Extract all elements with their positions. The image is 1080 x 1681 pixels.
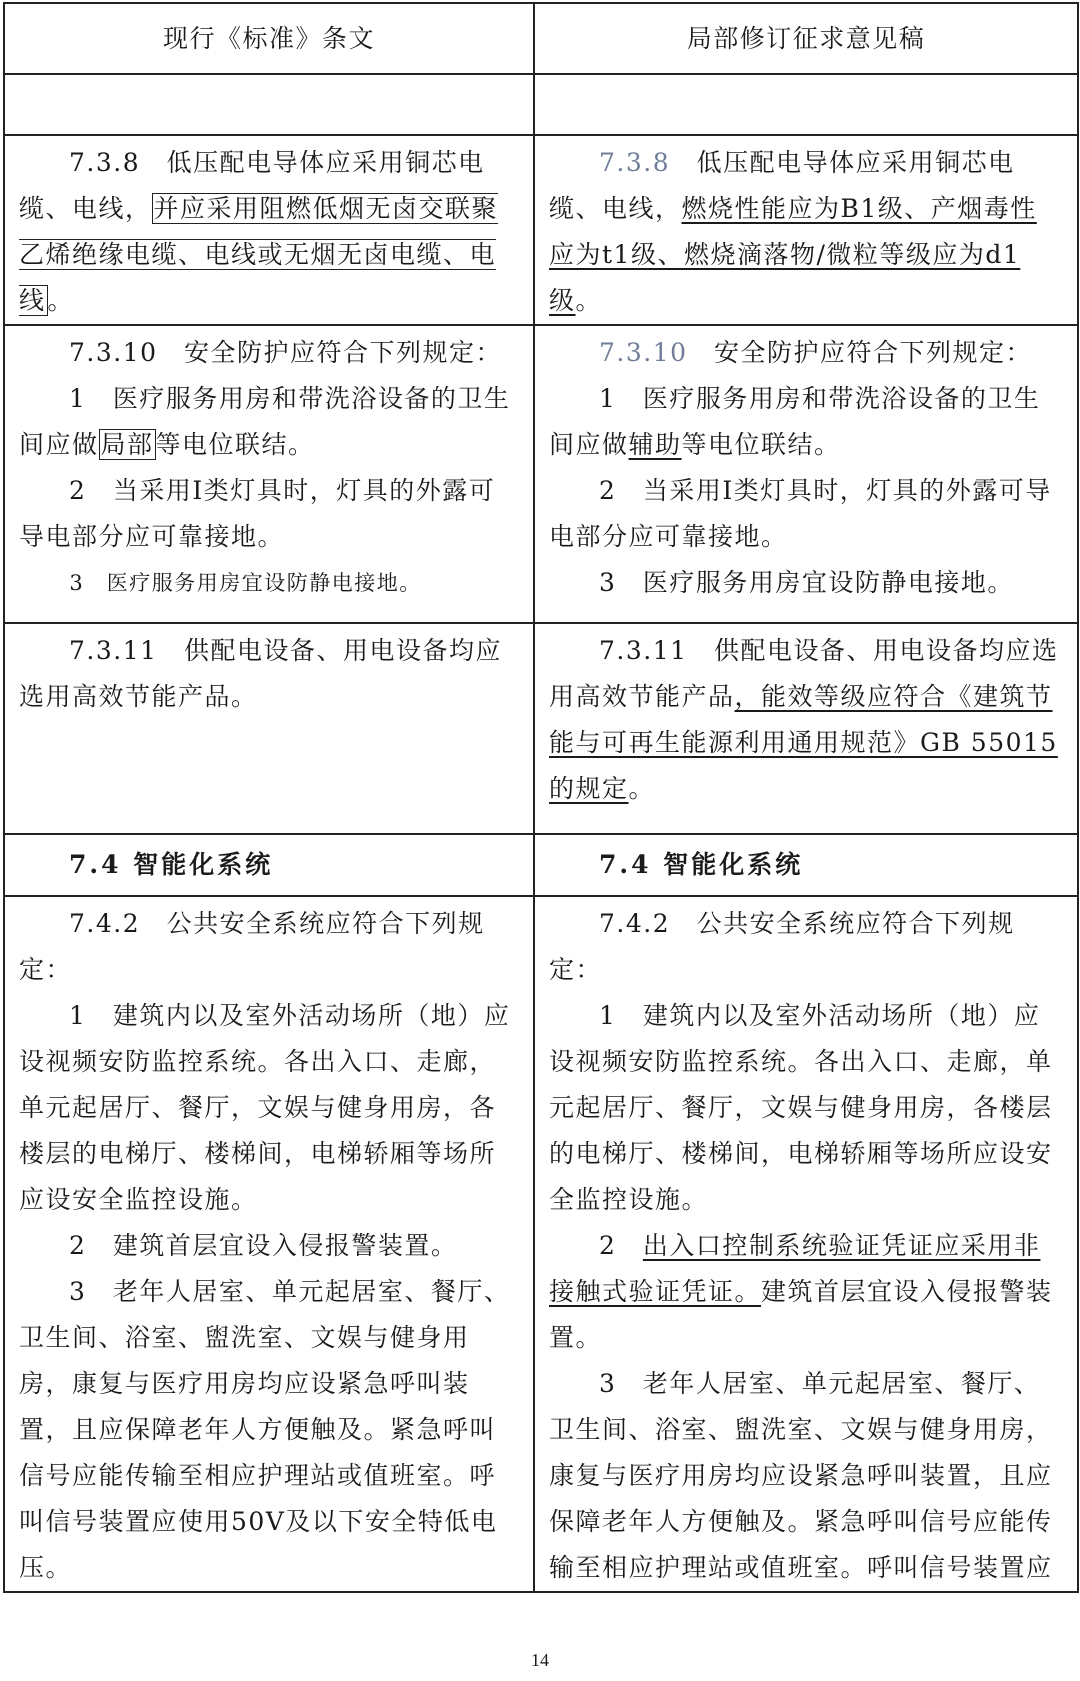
clause-7-4-2-row [4,896,1078,1592]
clause-text: 7.3.11 供配电设备、用电设备均应选用高效节能产品。 [19,636,503,711]
clause-title [549,330,1063,376]
clause-number: 7.3.10 [69,338,158,367]
section-heading-revised [534,834,1078,896]
underlined-added-text: 燃烧性能应为B1级、产烟毒性应为t1级、燃烧滴落物/微粒等级应为d1级 [549,194,1037,315]
clause-text [549,628,1063,812]
section-title: 7.4 智能化系统 [69,850,274,879]
underlined-added-text: 辅助 [628,430,682,459]
item-text: 建筑首层宜设入侵报警装置。 [549,1277,1053,1352]
empty-cell-left [4,74,534,135]
clause-7-4-2-current [4,896,534,1592]
underlined-added-text: 出入口控制系统验证凭证应采用非接触式验证凭证。 [549,1231,1041,1306]
item-1 [549,376,1063,468]
clause-7-3-10-current [4,325,534,623]
item-2 [549,1223,1063,1361]
clause-end: 。 [575,286,603,315]
clause-text [19,140,519,324]
clause-7-3-8-revised [534,135,1078,325]
item-1 [19,376,519,468]
item-3: 3 医疗服务用房宜设防静电接地。 [69,571,422,595]
item-text-end: 等电位联结。 [155,430,315,459]
section-heading-current [4,834,534,896]
item-text: 1 医疗服务用房和带洗浴设备的卫生间应做 [549,384,1041,459]
clause-title-text: 安全防护应符合下列规定： [184,338,503,367]
clause-7-3-10-row [4,325,1078,623]
clause-7-3-8-current [4,135,534,325]
item-3: 3 老年人居室、单元起居室、餐厅、卫生间、浴室、盥洗室、文娱与健身用房，康复与医疗用房均应设紧急呼叫装置，且应保障老年人方便触及。紧急呼叫信号应能传输至相应护理站或值班室。呼叫信号装置应使用50V及以下安全特低电压。 [19,1277,511,1582]
empty-cell-right [534,74,1078,135]
clause-number: 7.3.10 [599,338,688,367]
item-2: 2 当采用Ⅰ类灯具时，灯具的外露可导电部分应可靠接地。 [549,476,1052,551]
clause-text [549,140,1063,324]
clause-7-3-8-row [4,135,1078,325]
clause-title: 7.4.2 公共安全系统应符合下列规定： [549,909,1015,984]
boxed-deleted-text: 局部 [100,430,154,459]
item-2: 2 建筑首层宜设入侵报警装置。 [69,1231,458,1260]
item-3: 3 医疗服务用房宜设防静电接地。 [599,568,1014,597]
clause-7-3-11-revised [534,623,1078,834]
clause-body: 低压配电导体应采用铜芯电缆、电线， [19,148,485,223]
section-heading-row [4,834,1078,896]
item-2: 2 当采用Ⅰ类灯具时，灯具的外露可导电部分应可靠接地。 [19,476,496,551]
item-3: 3 老年人居室、单元起居室、餐厅、卫生间、浴室、盥洗室、文娱与健身用房，康复与医疗用房均应设紧急呼叫装置，且应保障老年人方便触及。紧急呼叫信号应能传输至相应护理站或值班室。呼叫信号装置应 [549,1369,1053,1582]
item-text: 1 医疗服务用房和带洗浴设备的卫生间应做 [19,384,511,459]
clause-7-4-2-revised [534,896,1078,1592]
clause-end: 。 [628,774,656,803]
boxed-deleted-text: 并应采用阻燃低烟无卤交联聚乙烯绝缘电缆、电线或无烟无卤电缆、电线 [19,194,499,315]
clause-body: 7.3.11 供配电设备、用电设备均应选用高效节能产品 [549,636,1059,711]
underlined-added-text: ，能效等级应符合《建筑节能与可再生能源利用通用规范》GB 55015的规定 [549,682,1058,803]
empty-row [4,74,1078,135]
clause-7-3-10-revised [534,325,1078,623]
item-1: 1 建筑内以及室外活动场所（地）应设视频安防监控系统。各出入口、走廊，单元起居厅、餐厅，文娱与健身用房，各楼层的电梯厅、楼梯间，电梯轿厢等场所应设安全监控设施。 [549,1001,1053,1214]
header-row [4,3,1078,74]
comparison-table [3,2,1079,1593]
clause-title: 7.4.2 公共安全系统应符合下列规定： [19,909,485,984]
item-number: 2 [599,1231,643,1260]
header-left: 现行《标准》条文 [4,3,534,74]
header-right: 局部修订征求意见稿 [534,3,1078,74]
clause-7-3-11-row [4,623,1078,834]
section-title: 7.4 智能化系统 [599,850,804,879]
clause-body: 低压配电导体应采用铜芯电缆、电线， [549,148,1015,223]
clause-7-3-11-current [4,623,534,834]
item-1: 1 建筑内以及室外活动场所（地）应设视频安防监控系统。各出入口、走廊，单元起居厅、餐厅，文娱与健身用房，各楼层的电梯厅、楼梯间，电梯轿厢等场所应设安全监控设施。 [19,1001,511,1214]
item-text-end: 等电位联结。 [681,430,841,459]
clause-title [19,330,519,376]
page-number: 14 [531,1650,549,1670]
clause-number: 7.3.8 [69,148,141,177]
clause-title-text: 安全防护应符合下列规定： [714,338,1033,367]
clause-number: 7.3.8 [599,148,671,177]
clause-end: 。 [47,286,75,315]
